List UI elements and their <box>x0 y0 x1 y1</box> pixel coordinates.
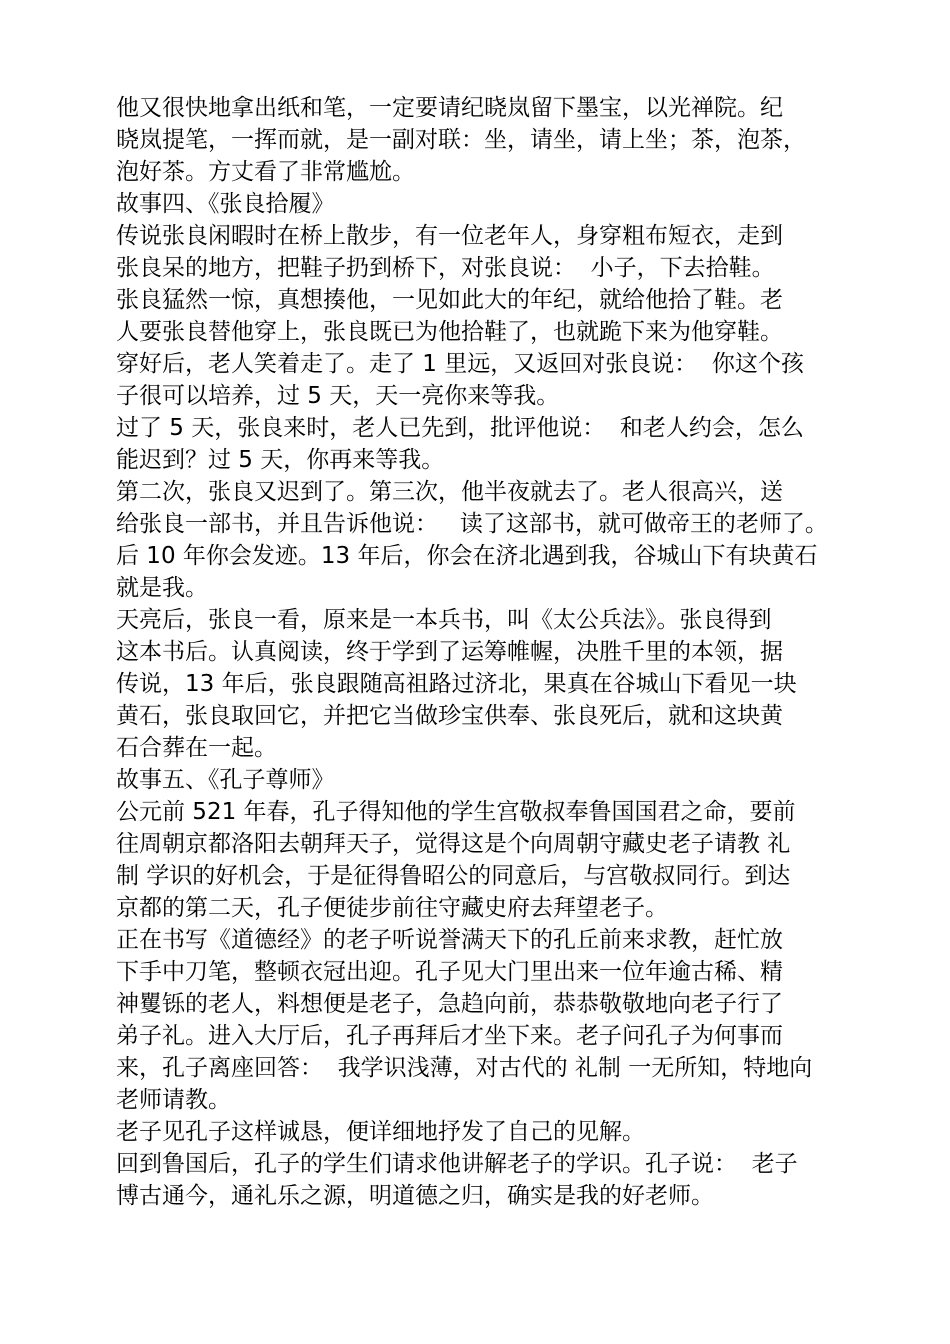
text-line: 京都的第二天，孔子便徒步前往守藏史府去拜望老子。 <box>116 895 668 921</box>
text-line: 第二次，张良又迟到了。第三次，他半夜就去了。老人很高兴，送 <box>116 479 783 505</box>
text-line: 弟子礼。进入大厅后，孔子再拜后才坐下来。老子问孔子为何事而 <box>116 1023 783 1049</box>
text-line: 黄石，张良取回它，并把它当做珍宝供奉、张良死后，就和这块黄 <box>116 703 783 729</box>
text-line: 下手中刀笔，整顿衣冠出迎。孔子见大门里出来一位年逾古稀、精 <box>116 959 783 985</box>
text-line: 过了 5 天，张良来时，老人已先到，批评他说： 和老人约会，怎么 <box>116 415 804 441</box>
text-line: 泡好茶。方丈看了非常尴尬。 <box>116 159 415 185</box>
text-line: 天亮后，张良一看，原来是一本兵书，叫《太公兵法》。张良得到 <box>116 607 772 633</box>
text-line: 制 学识的好机会，于是征得鲁昭公的同意后，与宫敬叔同行。到达 <box>116 863 791 889</box>
text-line: 传说，13 年后，张良跟随高祖路过济北，果真在谷城山下看见一块 <box>116 671 797 697</box>
text-line: 回到鲁国后，孔子的学生们请求他讲解老子的学识。孔子说： 老子 <box>116 1151 798 1177</box>
text-line: 他又很快地拿出纸和笔，一定要请纪晓岚留下墨宝，以光禅院。纪 <box>116 95 783 121</box>
text-line: 公元前 521 年春，孔子得知他的学生宫敬叔奉鲁国国君之命，要前 <box>116 799 796 825</box>
text-line: 这本书后。认真阅读，终于学到了运筹帷幄，决胜千里的本领，据 <box>116 639 783 665</box>
text-line: 来，孔子离座回答： 我学识浅薄，对古代的 礼制 一无所知，特地向 <box>116 1055 813 1081</box>
text-line: 老子见孔子这样诚恳，便详细地抒发了自己的见解。 <box>116 1119 645 1145</box>
text-line: 往周朝京都洛阳去朝拜天子，觉得这是个向周朝守藏史老子请教 礼 <box>116 831 791 857</box>
text-line: 张良呆的地方，把鞋子扔到桥下，对张良说： 小子，下去拾鞋。 <box>116 255 775 281</box>
story-heading: 故事四、《张良拾履》 <box>116 191 335 217</box>
text-line: 晓岚提笔，一挥而就，是一副对联：坐，请坐，请上坐；茶，泡茶， <box>116 127 806 153</box>
text-line: 穿好后，老人笑着走了。走了 1 里远，又返回对张良说： 你这个孩 <box>116 351 804 377</box>
text-line: 博古通今，通礼乐之源，明道德之归，确实是我的好老师。 <box>116 1183 714 1209</box>
text-line: 能迟到？过 5 天，你再来等我。 <box>116 447 445 473</box>
text-line: 就是我。 <box>116 575 208 601</box>
document-body <box>116 92 846 1212</box>
text-line: 正在书写《道德经》的老子听说誉满天下的孔丘前来求教，赶忙放 <box>116 927 783 953</box>
text-line: 石合葬在一起。 <box>116 735 277 761</box>
text-line: 后 10 年你会发迹。13 年后，你会在济北遇到我，谷城山下有块黄石 <box>116 543 818 569</box>
text-line: 传说张良闲暇时在桥上散步，有一位老年人，身穿粗布短衣，走到 <box>116 223 783 249</box>
text-line: 神矍铄的老人，料想便是老子，急趋向前，恭恭敬敬地向老子行了 <box>116 991 783 1017</box>
text-line: 张良猛然一惊，真想揍他，一见如此大的年纪，就给他拾了鞋。老 <box>116 287 783 313</box>
text-line: 老师请教。 <box>116 1087 231 1113</box>
story-heading: 故事五、《孔子尊师》 <box>116 767 335 793</box>
text-line: 子很可以培养，过 5 天，天一亮你来等我。 <box>116 383 560 409</box>
text-line: 给张良一部书，并且告诉他说： 读了这部书，就可做帝王的老师了。 <box>116 511 828 537</box>
text-line: 人要张良替他穿上，张良既已为他拾鞋了，也就跪下来为他穿鞋。 <box>116 319 783 345</box>
